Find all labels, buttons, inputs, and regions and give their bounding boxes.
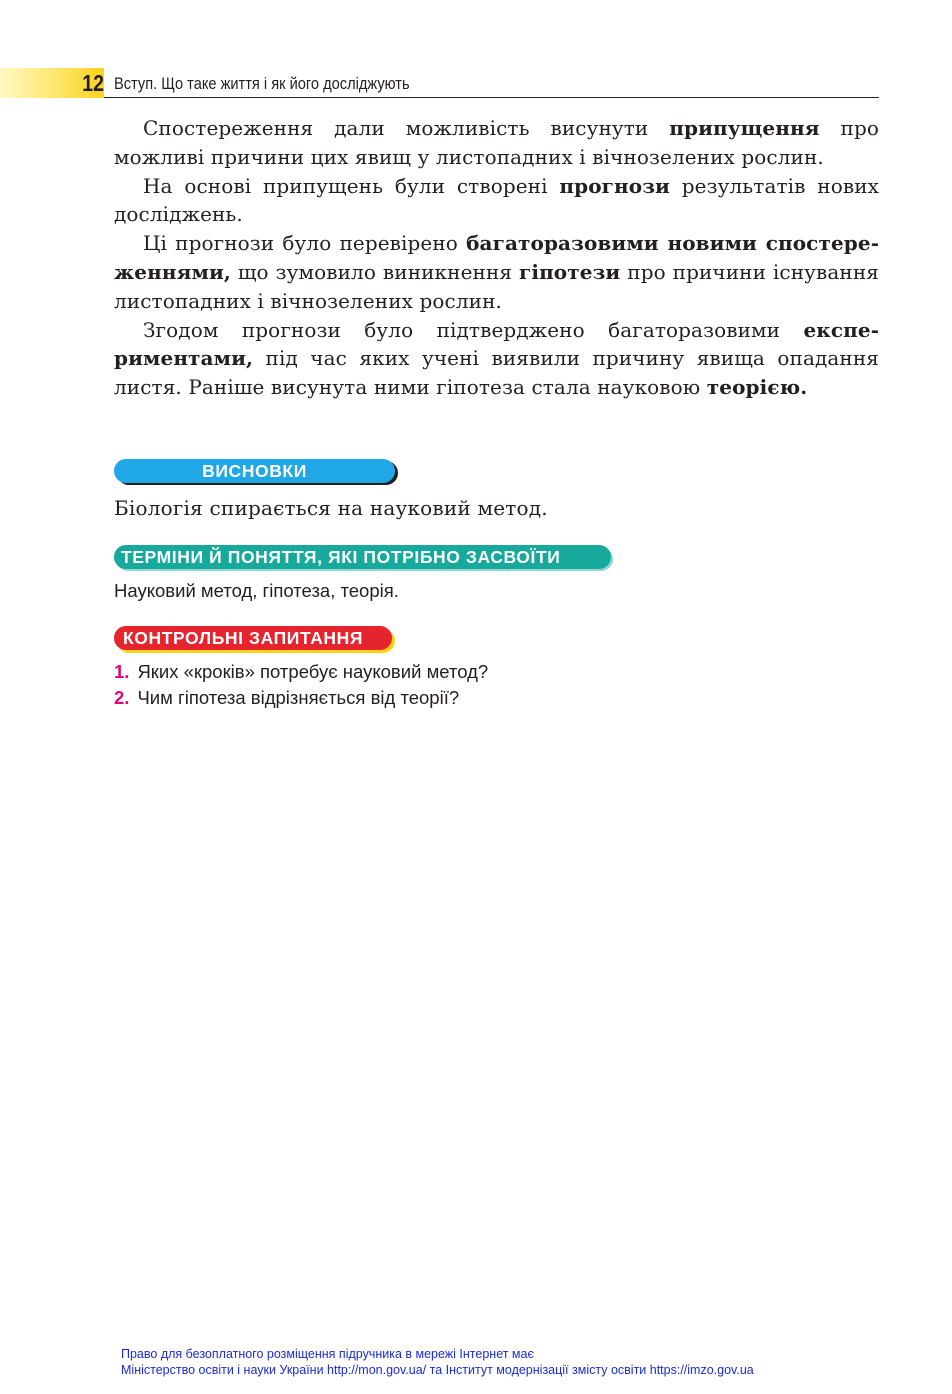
text-run: про причини існування листопадних і вічнозелених рослин. [114, 259, 879, 313]
bold-term: багаторазовими новими спостереженнями, [114, 231, 880, 284]
question-item [114, 685, 879, 711]
conclusions-text: Біологія спирається на науковий метод. [114, 496, 548, 520]
question-number: 1. [114, 661, 130, 682]
question-text: Яких «кроків» потребує науковий метод? [137, 661, 489, 682]
text-run: під час яких учені виявили причину явища опадання листя. Раніше висунута ними гіпотеза стала науковою [114, 346, 879, 400]
paragraph-1 [114, 114, 879, 172]
body-text [114, 114, 879, 402]
running-head: Вступ. Що таке життя і як його досліджують [114, 74, 410, 93]
paragraph-4 [114, 316, 879, 402]
conclusions-heading [114, 459, 395, 483]
footer-line-2: Міністерство освіти і науки України http://mon.gov.ua/ та Інститут модернізації змісту освіти https://imzo.gov.ua [121, 1363, 754, 1377]
bold-term: теорією. [706, 375, 808, 400]
text-run: що зумовило виникнення [230, 259, 520, 284]
text-run: На основі припущень були створені [143, 173, 560, 198]
text-run: Згодом прогнози було підтверджено багаторазовими [143, 317, 804, 342]
text-run: Спостереження дали можливість висунути [143, 116, 670, 140]
page-number: 12 [82, 70, 104, 96]
text-run: результатів нових досліджень. [114, 173, 880, 227]
bold-term: експериментами, [114, 317, 879, 371]
questions-heading: КОНТРОЛЬНІ ЗАПИТАННЯ [114, 626, 392, 650]
text-run: про можливі причини цих явищ у листопадних і вічнозелених рослин. [114, 116, 880, 169]
bold-term: гіпотези [519, 259, 621, 284]
paragraph-2 [114, 172, 879, 230]
question-text: Чим гіпотеза відрізняється від теорії? [137, 687, 460, 708]
question-number: 2. [114, 687, 130, 708]
question-item [114, 659, 879, 685]
footer-line-1: Право для безоплатного розміщення підручника в мережі Інтернет має [121, 1347, 534, 1361]
paragraph-3 [114, 229, 879, 315]
bold-term: прогнози [559, 173, 670, 198]
text-run: Ці прогнози було перевірено [143, 231, 467, 256]
terms-text: Науковий метод, гіпотеза, теорія. [114, 580, 399, 601]
conclusions-heading-label: ВИСНОВКИ [202, 461, 307, 481]
bold-term: припущення [669, 116, 820, 140]
terms-heading: ТЕРМІНИ Й ПОНЯТТЯ, ЯКІ ПОТРІБНО ЗАСВОЇТИ [114, 545, 611, 569]
header-divider [104, 97, 879, 98]
